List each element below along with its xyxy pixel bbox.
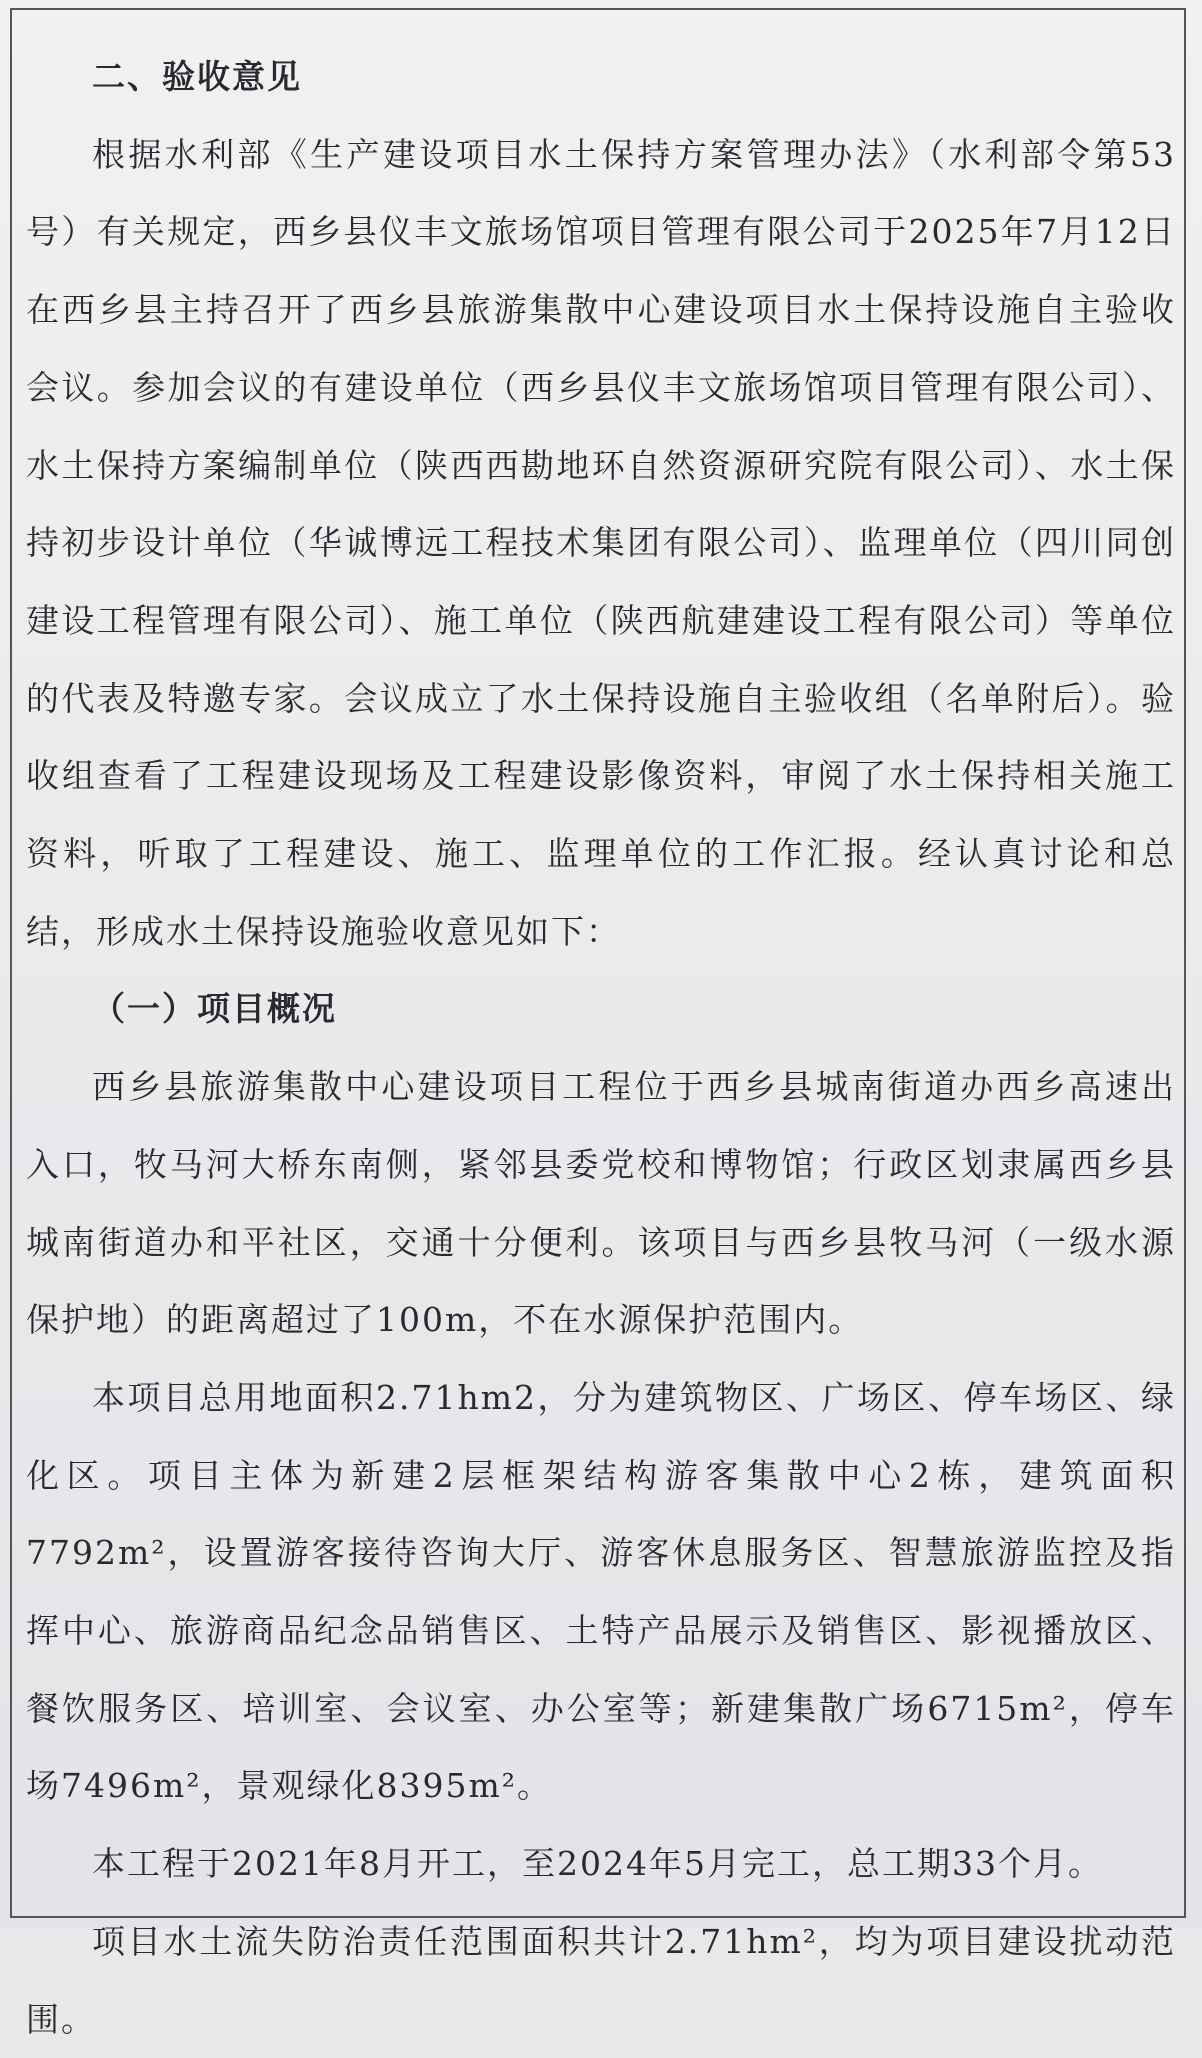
paragraph-project-area: 本项目总用地面积2.71hm2，分为建筑物区、广场区、停车场区、绿化区。项目主体为新建2层框架结构游客集散中心2栋，建筑面积7792m²，设置游客接待咨询大厅、游客休息服务区、智慧旅游监控及指挥中心、旅游商品纪念品销售区、土特产品展示及销售区、影视播放区、餐饮服务区、培训室、会议室、办公室等；新建集散广场6715m²，停车场7496m²，景观绿化8395m²。	[26, 1377, 1176, 1806]
section-heading: 二、验收意见	[92, 57, 302, 96]
document-body	[26, 38, 1176, 2058]
paragraph-project-location: 西乡县旅游集散中心建设项目工程位于西乡县城南街道办西乡高速出入口，牧马河大桥东南侧，紧邻县委党校和博物馆；行政区划隶属西乡县城南街道办和平社区，交通十分便利。该项目与西乡县牧马河（一级水源保护地）的距离超过了100m，不在水源保护范围内。	[26, 1067, 1176, 1340]
subsection-heading-project-overview: （一）项目概况	[92, 989, 337, 1029]
paragraph-responsibility-scope: 项目水土流失防治责任范围面积共计2.71hm²，均为项目建设扰动范围。	[26, 1921, 1176, 2039]
paragraph-acceptance-meeting: 根据水利部《生产建设项目水土保持方案管理办法》（水利部令第53号）有关规定，西乡县仪丰文旅场馆项目管理有限公司于2025年7月12日在西乡县主持召开了西乡县旅游集散中心建设项目水土保持设施自主验收会议。参加会议的有建设单位（西乡县仪丰文旅场馆项目管理有限公司）、水土保持方案编制单位（陕西西勘地环自然资源研究院有限公司）、水土保持初步设计单位（华诚博远工程技术集团有限公司）、监理单位（四川同创建设工程管理有限公司）、施工单位（陕西航建建设工程有限公司）等单位的代表及特邀专家。会议成立了水土保持设施自主验收组（名单附后）。验收组查看了工程建设现场及工程建设影像资料，审阅了水土保持相关施工资料，听取了工程建设、施工、监理单位的工作汇报。经认真讨论和总结，形成水土保持设施验收意见如下：	[26, 134, 1176, 951]
paragraph-construction-period: 本工程于2021年8月开工，至2024年5月完工，总工期33个月。	[92, 1844, 1103, 1884]
